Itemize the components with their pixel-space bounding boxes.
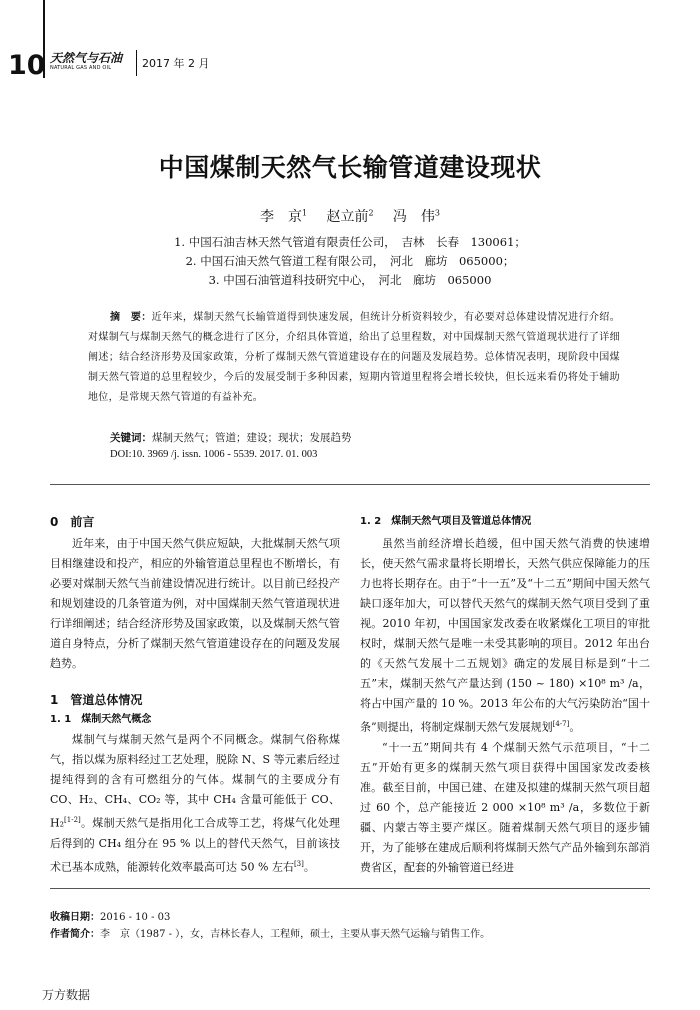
received-value: 2016 - 10 - 03 bbox=[100, 912, 171, 923]
subsection-heading: 1. 2 煤制天然气项目及管道总体情况 bbox=[360, 516, 532, 527]
author-bio bbox=[50, 925, 490, 940]
affiliation-3: 3. 中国石油管道科技研究中心， 河北 廊坊 065000 bbox=[208, 273, 492, 287]
paper-title: 中国煤制天然气长输管道建设现状 bbox=[158, 153, 542, 182]
header-divider bbox=[136, 50, 137, 76]
keywords-label: 关键词： bbox=[110, 432, 152, 444]
affiliation-2: 2. 中国石油天然气管道工程有限公司， 河北 廊坊 065000； bbox=[185, 254, 515, 268]
subsection-heading: 1. 1 煤制天然气概念 bbox=[50, 714, 152, 725]
watermark: 万方数据 bbox=[42, 988, 91, 1002]
paragraph bbox=[50, 730, 340, 877]
abstract-label: 摘 要： bbox=[110, 312, 152, 323]
abstract-text: 近年来，煤制天然气长输管道得到快速发展，但统计分析资料较少，有必要对总体建设情况进行介绍。对煤制气与煤制天然气的概念进行了区分，介绍具体管道，给出了总里程数，对中国煤制天然气管道现状进行了详细阐述；结合经济形势及国家政策，分析了煤制天然气管道建设存在的问题及发展趋势。总体情况表明，现阶段中国煤制天然气管道的总里程较少，今后的发展受制于多种因素，短期内管道里程将会增长较快，但长远来看仍将处于辅助地位，是常规天然气管道的有益补充。 bbox=[88, 312, 621, 403]
author-list bbox=[0, 206, 700, 226]
keywords bbox=[110, 430, 352, 445]
author-bio-text: 李 京（1987 - ），女，吉林长春人，工程师，硕士，主要从事天然气运输与销售工作。 bbox=[100, 929, 491, 940]
doi: DOI:10. 3969 /j. issn. 1006 - 5539. 2017. 01. 003 bbox=[110, 449, 318, 460]
affiliation-1: 1. 中国石油吉林天然气管道有限责任公司， 吉林 长春 130061； bbox=[174, 235, 526, 249]
received-date bbox=[50, 908, 170, 923]
abstract-divider bbox=[50, 484, 650, 485]
right-column bbox=[360, 512, 650, 878]
journal-logo bbox=[50, 52, 122, 72]
paragraph-text: 煤制气与煤制天然气是两个不同概念。煤制气俗称煤气，指以煤为原料经过工艺处理，脱除 N、S 等元素后经过提纯得到的含有可燃组分的气体。煤制气的主要成分有 CO、H₂、CH₄、CO₂ 等，其中 CH₄ 含量可能低于 CO、H₂ bbox=[50, 733, 340, 830]
page-number: 10 bbox=[8, 50, 46, 81]
abstract bbox=[88, 308, 620, 408]
paragraph bbox=[360, 534, 650, 738]
paragraph: “十一五”期间共有 4 个煤制天然气示范项目，“十二五”开始有更多的煤制天然气项目获得中国国家发改委核准。截至目前，中国已建、在建及拟建的煤制天然气项目超过 60 个，总产能接近 2 000 ×10⁸ m³ /a，多数位于新疆、内蒙古等主要产煤区。随着煤制天然气项目的逐步铺开，为了能够在建成后顺利将煤制天然气产品外输到东部消费省区，配套的外输管道已经进 bbox=[360, 740, 650, 874]
author-affil-mark: 3 bbox=[434, 208, 440, 218]
issue-date: 2017 年 2 月 bbox=[142, 57, 210, 70]
citation: [1-2] bbox=[64, 816, 81, 824]
paragraph-text: 。 bbox=[303, 860, 315, 874]
section-heading: 0 前言 bbox=[50, 515, 95, 529]
section-heading: 1 管道总体情况 bbox=[50, 693, 143, 707]
footnote-divider bbox=[50, 888, 650, 889]
author-name: 赵立前 bbox=[326, 209, 369, 225]
citation: [3] bbox=[293, 859, 304, 868]
author-bio-label: 作者简介： bbox=[50, 929, 100, 940]
author-name: 李 京 bbox=[260, 209, 302, 225]
author-affil-mark: 1 bbox=[302, 208, 308, 218]
paragraph-text: 。煤制天然气是指用化工合成等工艺，将煤气化处理后得到的 CH₄ 组分在 95 % 以上的替代天然气，目前该技术已基本成熟，能源转化效率最高可达 50 % 左右 bbox=[50, 816, 340, 874]
paragraph-text: 虽然当前经济增长趋缓，但中国天然气消费的快速增长，使天然气需求量将长期增长，天然气供应保障能力的压力也将长期存在。由于“十一五”及“十二五”期间中国天然气缺口逐年加大，可以替代天然气的煤制天然气项目受到了重视。2010 年初，中国国家发改委在收紧煤化工项目的审批权时，煤制天然气是唯一未受其影响的项目。2012 年出台的《天然气发展十二五规划》确定的发展目标是到“十二五”末，煤制天然气产量达到 (150 ~ 180) ×10⁸ m³ /a，将占中国产量的 10 %。2013 年公布的大气污染防治“国十条”则提出，将制定煤制天然气发展规划 bbox=[360, 537, 650, 734]
journal-name-en: NATURAL GAS AND OIL bbox=[50, 65, 112, 71]
author-affil-mark: 2 bbox=[368, 208, 374, 218]
citation: [4-7] bbox=[552, 720, 570, 728]
paragraph-text: 。 bbox=[569, 720, 581, 734]
author-name: 冯 伟 bbox=[392, 209, 435, 225]
journal-name-cn: 天然气与石油 bbox=[50, 51, 123, 65]
received-label: 收稿日期： bbox=[50, 912, 100, 923]
keywords-text: 煤制天然气；管道；建设；现状；发展趋势 bbox=[152, 432, 352, 444]
left-column bbox=[50, 512, 340, 877]
paragraph: 近年来，由于中国天然气供应短缺，大批煤制天然气项目相继建设和投产，相应的外输管道总里程也不断增长，有必要对煤制天然气当前建设情况进行统计。以目前已经投产和规划建设的几条管道为例，对中国煤制天然气管道现状进行详细阐述；结合经济形势及国家政策，以及煤制天然气管道自身特点，分析了煤制天然气管道建设存在的问题及发展趋势。 bbox=[50, 537, 340, 670]
